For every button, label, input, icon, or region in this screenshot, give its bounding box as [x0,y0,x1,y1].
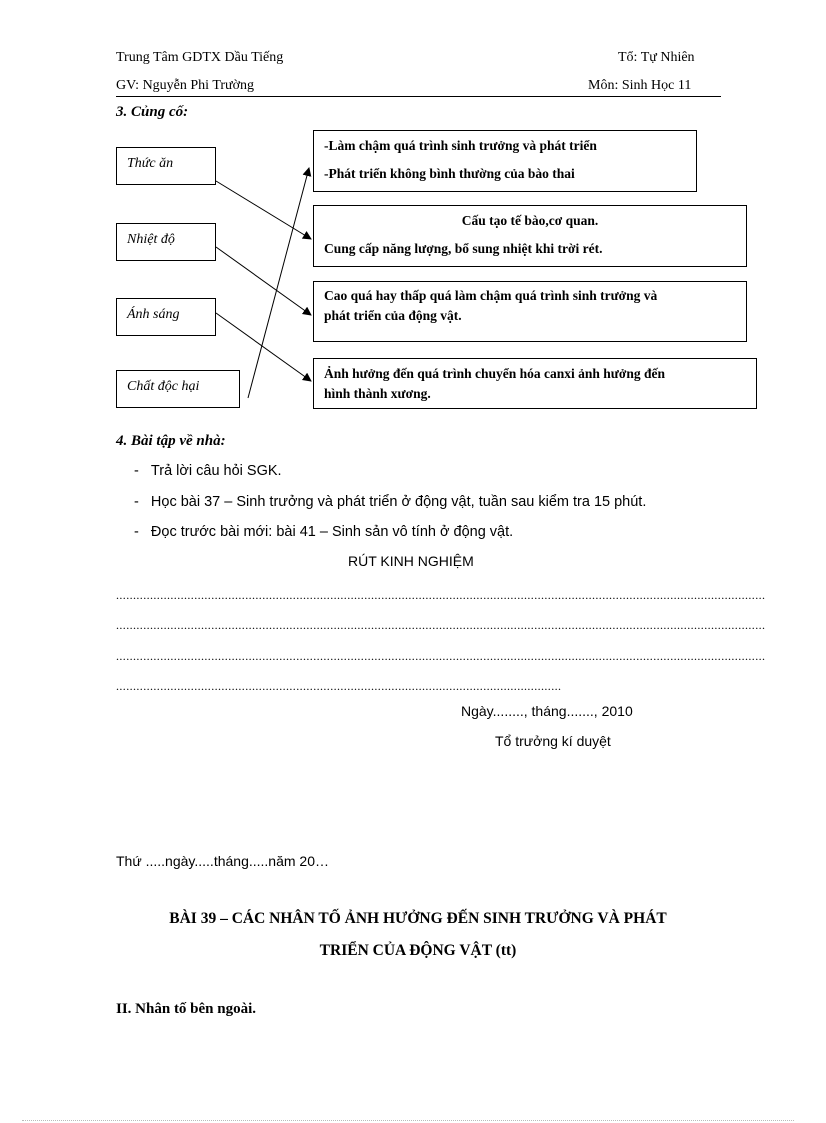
arrow-food-to-structure [216,181,311,239]
review-line: ............................................................................................................................................................................................... [116,588,766,602]
lesson-title-line-1: BÀI 39 – CÁC NHÂN TỐ ẢNH HƯỞNG ĐẾN SINH TRƯỞNG VÀ PHÁT [169,910,667,927]
homework-item: - Trả lời câu hỏi SGK. [134,463,282,479]
effect-line: Cao quá hay thấp quá làm chậm quá trình sinh trưởng và [324,288,658,303]
effect-line: -Phát triển không bình thường của bào thai [324,166,575,181]
effect-line: hình thành xương. [324,386,431,401]
review-line: ............................................................................................................................................................................................... [116,618,766,632]
review-title: RÚT KINH NGHIỆM [348,553,474,569]
school-name: Trung Tâm GDTX Dầu Tiếng [116,50,284,65]
effect-line: Ảnh hưởng đến quá trình chuyển hóa canxi ảnh hưởng đến [324,366,666,381]
homework-text: Trả lời câu hỏi SGK. [150,463,282,479]
arrow-toxins-to-development [248,168,309,398]
section-3-heading: 3. Củng cố: [116,104,189,120]
effect-line: Cấu tạo tế bào,cơ quan. [461,213,599,228]
section-heading: II. Nhân tố bên ngoài. [116,1001,257,1017]
teacher-name: GV: Nguyễn Phi Trường [116,78,255,93]
review-line: ................................................................................................................................... [116,679,562,693]
effect-line: -Làm chậm quá trình sinh trưởng và phát triển [324,138,597,153]
subject-label: Môn: Sinh Học 11 [588,78,692,93]
approval-label: Tổ trưởng kí duyệt [495,733,611,749]
effect-line: Cung cấp năng lượng, bổ sung nhiệt khi trời rét. [324,241,603,256]
review-line: ............................................................................................................................................................................................... [116,649,766,663]
homework-text: Đọc trước bài mới: bài 41 – Sinh sản vô tính ở động vật. [150,524,514,540]
factor-label: Chất độc hại [127,379,200,394]
homework-item: - Học bài 37 – Sinh trưởng và phát triển ở động vật, tuần sau kiểm tra 15 phút. [134,494,647,510]
arrow-temperature-to-growth [216,247,311,315]
homework-item: - Đọc trước bài mới: bài 41 – Sinh sản vô tính ở động vật. [134,524,514,540]
lesson-title-line-2: TRIỂN CỦA ĐỘNG VẬT (tt) [319,942,517,959]
department-label: Tổ: Tự Nhiên [618,50,695,65]
signature-date: Ngày........, tháng......., 2010 [461,703,633,719]
homework-text: Học bài 37 – Sinh trưởng và phát triển ở động vật, tuần sau kiểm tra 15 phút. [150,494,647,510]
factor-label: Thức ăn [127,156,174,171]
effect-line: phát triển của động vật. [324,308,462,323]
arrow-light-to-calcium [216,313,311,381]
section-4-heading: 4. Bài tập về nhà: [116,433,226,449]
page-bottom-border [22,1120,794,1121]
factor-label: Nhiệt độ [127,232,175,247]
lesson-date-line: Thứ .....ngày.....tháng.....năm 20… [116,853,329,869]
factor-label: Ánh sáng [127,307,180,322]
